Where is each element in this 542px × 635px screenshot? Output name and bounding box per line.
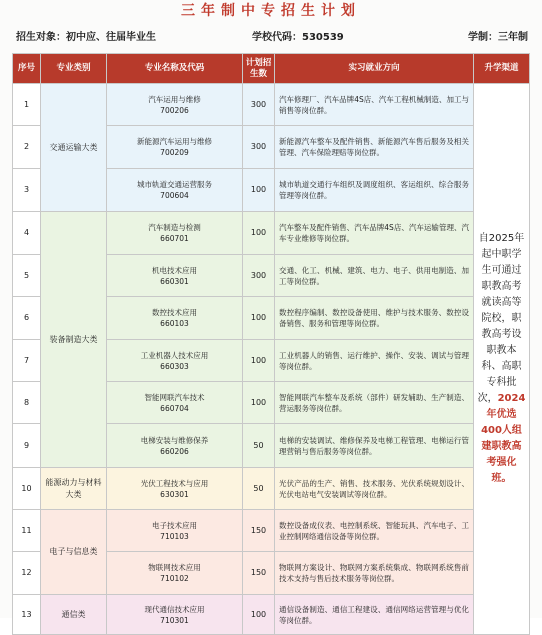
plan-count: 100: [243, 212, 275, 255]
major-cell: [107, 468, 243, 510]
major-code: 710102: [160, 574, 189, 583]
header-career: 实习就业方向: [275, 54, 474, 84]
pathway-highlight: 2024年优选400人组建职教高考强化班。: [481, 393, 526, 484]
major-name: 新能源汽车运用与维修: [137, 137, 212, 146]
career-direction: 物联网方案设计、物联网方案系统集成、物联网系统售前技术支持与售后技术服务等岗位群。: [275, 552, 474, 595]
major-name: 机电技术应用: [152, 265, 197, 275]
row-seq: 5: [13, 255, 41, 297]
pathway-cell: [474, 84, 530, 635]
row-seq: 1: [13, 84, 41, 126]
major-name: 现代通信技术应用: [144, 604, 205, 614]
category-manufacturing: 装备制造大类: [41, 212, 107, 468]
career-direction: 工业机器人的销售、运行维护、操作、安装、调试与管理等岗位群。: [275, 340, 474, 382]
pathway-text: 自2025年起中职学生可通过职教高考就读高等院校，职教高考设职教本科、高职专科批次，: [477, 233, 525, 404]
table-row: [13, 84, 530, 126]
major-code: 630301: [160, 489, 189, 499]
plan-count: 100: [243, 382, 275, 424]
plan-count: 100: [243, 169, 275, 212]
school-code: 学校代码：530539: [252, 32, 344, 43]
header-seq: 序号: [13, 54, 41, 84]
career-direction: 光伏产品的生产、销售、技术服务、光伏系统规划设计、光伏电站电气安装调试等岗位群。: [275, 468, 474, 510]
plan-count: 150: [243, 552, 275, 595]
major-code: 700604: [160, 191, 189, 200]
career-direction: 数控程序编制、数控设备使用、维护与技术服务、数控设备销售、服务和管理等岗位群。: [275, 297, 474, 340]
major-name: 物联网技术应用: [148, 563, 201, 572]
major-code: 660704: [160, 403, 189, 413]
row-seq: 7: [13, 340, 41, 382]
career-direction: 汽车修理厂、汽车品牌4S店、汽车工程机械制造、加工与销售等岗位群。: [275, 84, 474, 126]
row-seq: 3: [13, 169, 41, 212]
major-code: 700209: [160, 148, 189, 157]
header-plan: 计划招生数: [243, 54, 275, 84]
plan-count: 100: [243, 297, 275, 340]
plan-count: 50: [243, 424, 275, 468]
major-cell: [107, 340, 243, 382]
row-seq: 6: [13, 297, 41, 340]
career-direction: 数控设备成仪表、电控制系统、智能玩具、汽车电子、工业控制网络通信设备等岗位群。: [275, 510, 474, 552]
plan-count: 100: [243, 340, 275, 382]
plan-count: 300: [243, 84, 275, 126]
major-code: 660206: [160, 446, 189, 456]
major-code: 660701: [160, 234, 189, 243]
header-path: 升学渠道: [474, 54, 530, 84]
study-duration: 学制：三年制: [468, 32, 528, 43]
major-name: 智能网联汽车技术: [144, 392, 205, 402]
row-seq: 10: [13, 468, 41, 510]
plan-count: 300: [243, 126, 275, 169]
career-direction: 新能源汽车整车及配件销售、新能源汽车售后服务及相关管理、汽车保险理赔等岗位群。: [275, 126, 474, 169]
table-row: [13, 595, 530, 635]
career-direction: 汽车整车及配件销售、汽车品牌4S店、汽车运输管理、汽车专业维修等岗位群。: [275, 212, 474, 255]
header-category: 专业类别: [41, 54, 107, 84]
major-cell: [107, 595, 243, 635]
career-direction: 电梯的安装调试、维修保养及电梯工程管理、电梯运行管理营销与售后服务等岗位群。: [275, 424, 474, 468]
major-cell: [107, 212, 243, 255]
admission-table: [12, 53, 530, 635]
career-direction: 通信设备制造、通信工程建设、通信网络运营管理与优化等岗位群。: [275, 595, 474, 635]
major-code: 710103: [160, 531, 189, 541]
major-code: 700206: [160, 105, 189, 115]
career-direction: 城市轨道交通行车组织及调度组织、客运组织、综合服务管理等岗位群。: [275, 169, 474, 212]
major-cell: [107, 169, 243, 212]
row-seq: 12: [13, 552, 41, 595]
page-title: 三年制中专招生计划: [181, 3, 361, 19]
major-name: 城市轨道交通运营服务: [137, 180, 212, 189]
table-row: [13, 510, 530, 552]
major-name: 汽车制造与检测: [148, 223, 201, 232]
major-cell: [107, 84, 243, 126]
major-name: 电梯安装与维修保养: [140, 435, 209, 445]
header-major: 专业名称及代码: [107, 54, 243, 84]
row-seq: 2: [13, 126, 41, 169]
major-cell: [107, 424, 243, 468]
major-name: 数控技术应用: [152, 308, 197, 317]
career-direction: 智能网联汽车整车及系统（部件）研发辅助、生产制造、营运服务等岗位群。: [275, 382, 474, 424]
major-code: 660103: [160, 319, 189, 328]
major-code: 660301: [160, 276, 189, 286]
career-direction: 交通、化工、机械、建筑、电力、电子、供用电制造、加工等岗位群。: [275, 255, 474, 297]
category-transport: 交通运输大类: [41, 84, 107, 212]
major-cell: [107, 126, 243, 169]
plan-count: 300: [243, 255, 275, 297]
admission-target: 招生对象：初中应、往届毕业生: [16, 32, 156, 43]
plan-count: 50: [243, 468, 275, 510]
table-row: [13, 468, 530, 510]
row-seq: 4: [13, 212, 41, 255]
plan-count: 150: [243, 510, 275, 552]
major-cell: [107, 297, 243, 340]
major-code: 660303: [160, 361, 189, 371]
row-seq: 9: [13, 424, 41, 468]
table-row: [13, 212, 530, 255]
major-cell: [107, 255, 243, 297]
major-cell: [107, 382, 243, 424]
row-seq: 11: [13, 510, 41, 552]
category-comm: 通信类: [41, 595, 107, 635]
category-energy: 能源动力与材料大类: [41, 468, 107, 510]
category-electronics: 电子与信息类: [41, 510, 107, 595]
info-bar: [16, 26, 528, 44]
table-header-row: [13, 54, 530, 84]
major-cell: [107, 552, 243, 595]
plan-count: 100: [243, 595, 275, 635]
row-seq: 13: [13, 595, 41, 635]
row-seq: 8: [13, 382, 41, 424]
major-name: 电子技术应用: [152, 520, 197, 530]
major-name: 工业机器人技术应用: [140, 350, 209, 360]
major-name: 汽车运用与维修: [148, 94, 201, 104]
major-name: 光伏工程技术与应用: [140, 478, 209, 488]
major-cell: [107, 510, 243, 552]
major-code: 710301: [160, 615, 189, 625]
